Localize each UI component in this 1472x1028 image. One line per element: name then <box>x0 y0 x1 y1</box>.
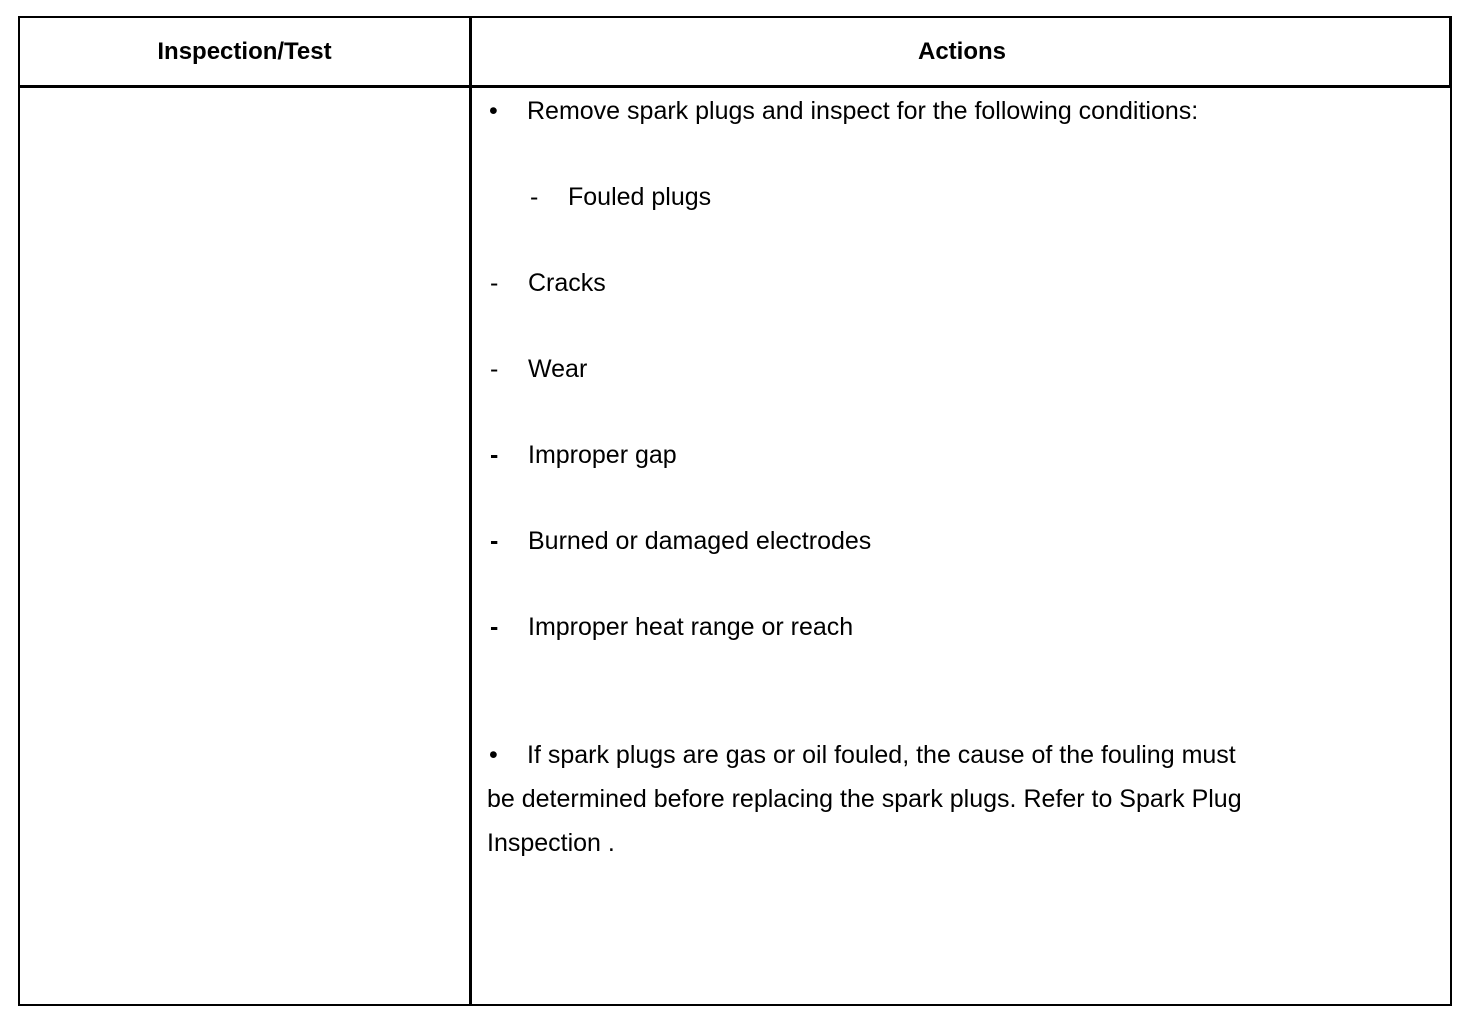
column-header-actions: Actions <box>917 37 1006 65</box>
condition-marker: - <box>490 269 499 297</box>
note-line: If spark plugs are gas or oil fouled, the cause of the fouling must <box>527 741 1236 769</box>
condition-marker: - <box>530 183 539 211</box>
column-header-inspection: Inspection/Test <box>157 37 332 65</box>
condition-item: Improper gap <box>528 441 677 469</box>
condition-marker: - <box>490 441 499 469</box>
intro-instruction: Remove spark plugs and inspect for the following conditions: <box>527 97 1199 125</box>
condition-item: Burned or damaged electrodes <box>528 527 872 555</box>
condition-item: Fouled plugs <box>568 183 712 211</box>
bullet-marker: • <box>489 741 498 769</box>
condition-item: Cracks <box>528 269 606 297</box>
condition-marker: - <box>490 527 499 555</box>
column-divider <box>469 18 472 1004</box>
inspection-cell <box>20 88 469 1004</box>
condition-marker: - <box>490 355 499 383</box>
note-line: Inspection . <box>487 829 615 857</box>
condition-item: Wear <box>528 355 588 383</box>
note-line: be determined before replacing the spark plugs. Refer to Spark Plug <box>487 785 1242 813</box>
condition-item: Improper heat range or reach <box>528 613 854 641</box>
bullet-marker: • <box>489 97 498 125</box>
inspection-table <box>18 16 1452 1006</box>
condition-marker: - <box>490 613 499 641</box>
